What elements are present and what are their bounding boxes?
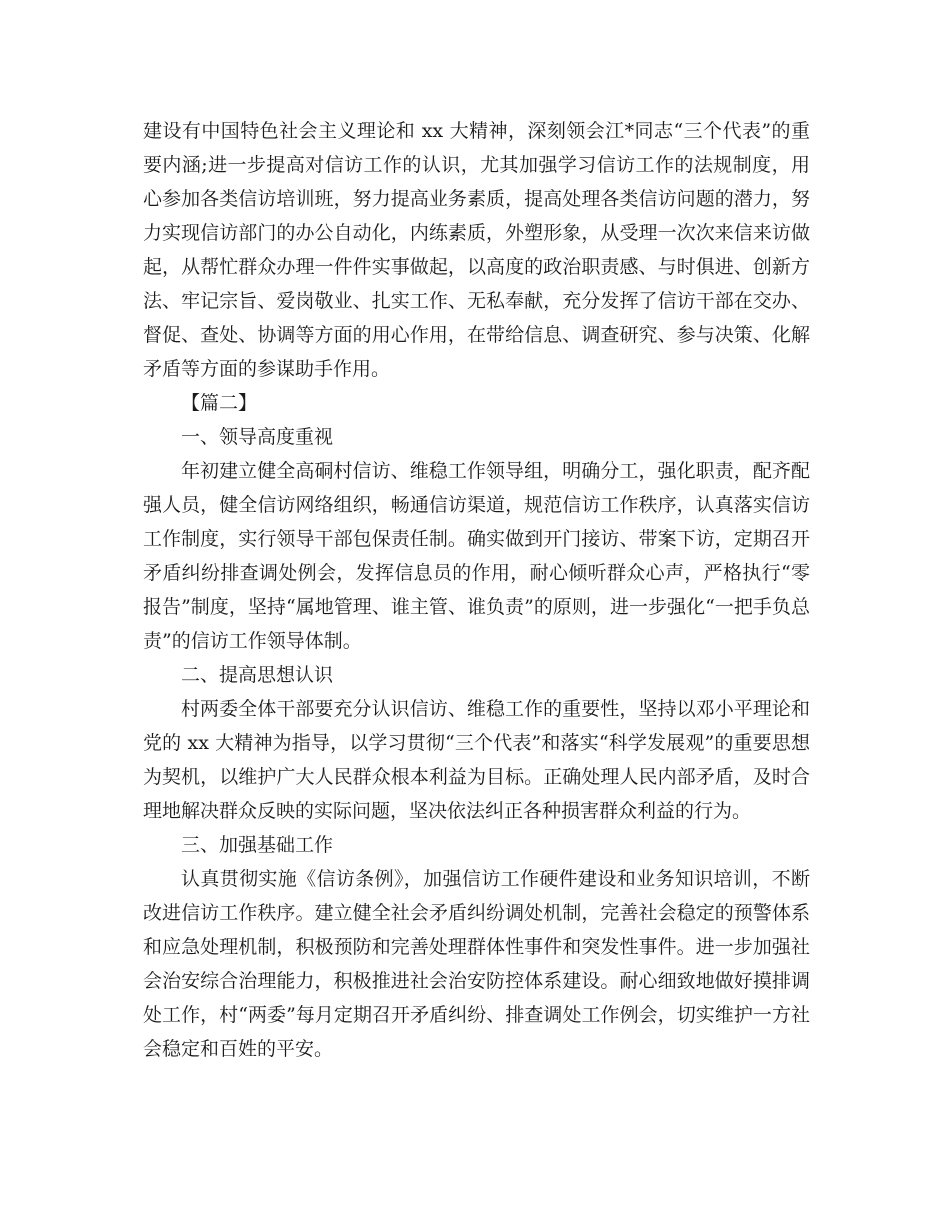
paragraph-leadership: 年初建立健全高硐村信访、维稳工作领导组，明确分工，强化职责，配齐配强人员，健全信访网络组织，畅通信访渠道，规范信访工作秩序，认真落实信访工作制度，实行领导干部包保责任制。确实做到开门接访、带案下访，定期召开矛盾纠纷排查调处例会，发挥信息员的作用，耐心倾听群众心声，严格执行“零报告”制度，坚持“属地管理、谁主管、谁负责”的原则，进一步强化“一把手负总责”的信访工作领导体制。 — [143, 460, 810, 652]
heading-leadership: 一、领导高度重视 — [181, 426, 334, 448]
section-title-part-two: 【篇二】 — [181, 392, 258, 414]
paragraph-awareness: 村两委全体干部要充分认识信访、维稳工作的重要性，坚持以邓小平理论和党的 xx 大精神为指导，以学习贯彻“三个代表”和落实“科学发展观”的重要思想为契机，以维护广大人民群众根本利益为目标。正确处理人民内部矛盾，及时合理地解决群众反映的实际问题，坚决依法纠正各种损害群众利益的行为。 — [143, 698, 810, 822]
heading-awareness: 二、提高思想认识 — [181, 664, 334, 686]
paragraph-intro-continuation: 建设有中国特色社会主义理论和 xx 大精神，深刻领会江*同志“三个代表”的重要内涵;进一步提高对信访工作的认识，尤其加强学习信访工作的法规制度，用心参加各类信访培训班，努力提高业务素质，提高处理各类信访问题的潜力，努力实现信访部门的办公自动化，内练素质，外塑形象，从受理一次次来信来访做起，从帮忙群众办理一件件实事做起，以高度的政治职责感、与时俱进、创新方法、牢记宗旨、爱岗敬业、扎实工作、无私奉献，充分发挥了信访干部在交办、督促、查处、协调等方面的用心作用，在带给信息、调查研究、参与决策、化解矛盾等方面的参谋助手作用。 — [143, 120, 810, 380]
document-body — [143, 114, 810, 1066]
heading-foundation: 三、加强基础工作 — [181, 834, 334, 856]
paragraph-foundation: 认真贯彻实施《信访条例》，加强信访工作硬件建设和业务知识培训，不断改进信访工作秩序。建立健全社会矛盾纠纷调处机制，完善社会稳定的预警体系和应急处理机制，积极预防和完善处理群体性事件和突发性事件。进一步加强社会治安综合治理能力，积极推进社会治安防控体系建设。耐心细致地做好摸排调处工作，村“两委”每月定期召开矛盾纠纷、排查调处工作例会，切实维护一方社会稳定和百姓的平安。 — [143, 868, 810, 1060]
